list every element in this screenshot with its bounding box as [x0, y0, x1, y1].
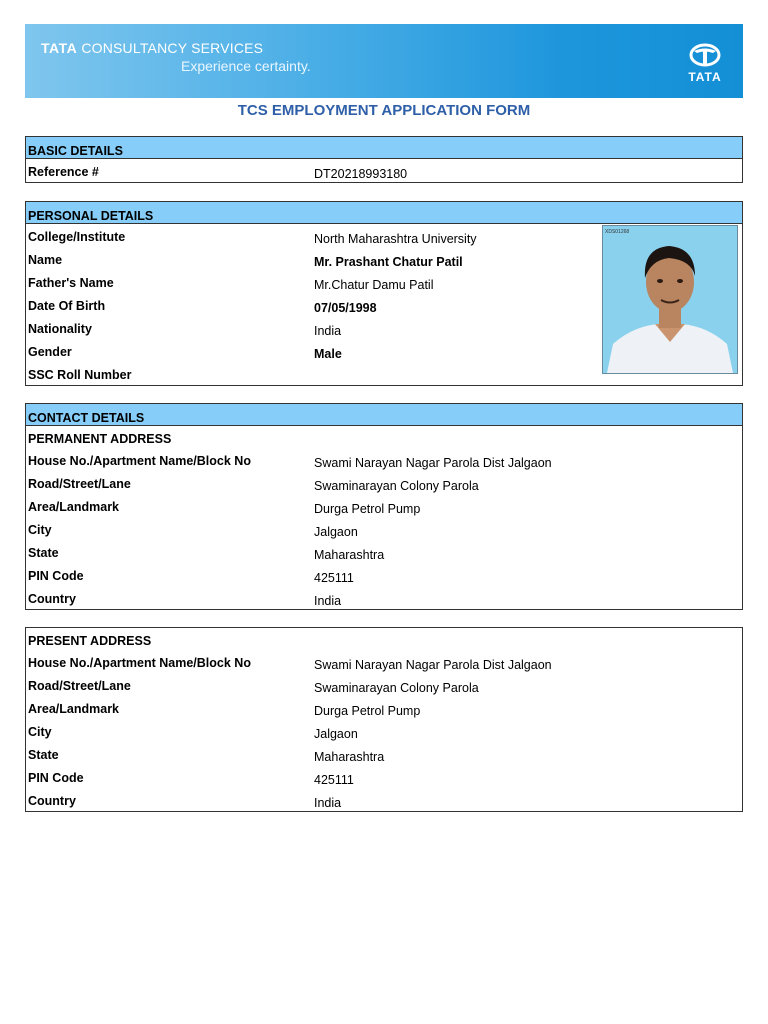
- field-value: Maharashtra: [314, 548, 385, 562]
- tata-logo: [680, 42, 730, 82]
- field-row: [26, 673, 742, 696]
- field-label: PIN Code: [28, 569, 84, 583]
- brand-rest: CONSULTANCY SERVICES: [81, 40, 264, 56]
- field-row: [26, 517, 742, 540]
- field-label: Date Of Birth: [28, 299, 106, 313]
- field-row: [26, 586, 742, 609]
- field-value: 425111: [314, 773, 354, 787]
- field-value: Jalgaon: [314, 727, 358, 741]
- tagline: Experience certainty.: [181, 58, 311, 74]
- field-label: Father's Name: [28, 276, 114, 290]
- field-row: [26, 448, 742, 471]
- field-row: [26, 719, 742, 742]
- tata-logo-icon: [680, 42, 730, 70]
- section-header: PERSONAL DETAILS: [26, 202, 742, 224]
- header-banner: [25, 24, 743, 98]
- field-value: 07/05/1998: [314, 301, 377, 315]
- logo-text: TATA: [688, 70, 722, 84]
- section-header: BASIC DETAILS: [26, 137, 742, 159]
- present-address-section: [25, 627, 743, 812]
- field-value: 425111: [314, 571, 354, 585]
- field-row: [26, 563, 742, 586]
- basic-details-section: [25, 136, 743, 183]
- present-address-heading: PRESENT ADDRESS: [28, 634, 152, 648]
- applicant-photo-image: [603, 226, 737, 373]
- field-value: Swaminarayan Colony Parola: [314, 681, 479, 695]
- field-row: [26, 650, 742, 673]
- field-label: Road/Street/Lane: [28, 477, 131, 491]
- section-header: CONTACT DETAILS: [26, 404, 742, 426]
- field-row: [26, 494, 742, 517]
- field-row: [26, 788, 742, 811]
- field-label: Country: [28, 794, 76, 808]
- field-row: [26, 471, 742, 494]
- field-value: DT20218993180: [314, 167, 408, 181]
- personal-details-section: [25, 201, 743, 386]
- field-label: Area/Landmark: [28, 500, 120, 514]
- field-value: Male: [314, 347, 342, 361]
- brand-name: [41, 40, 263, 58]
- field-value: Durga Petrol Pump: [314, 704, 421, 718]
- field-row: [26, 159, 742, 182]
- field-value: Mr. Prashant Chatur Patil: [314, 255, 463, 269]
- field-value: North Maharashtra University: [314, 232, 477, 246]
- field-label: Nationality: [28, 322, 92, 336]
- field-label: College/Institute: [28, 230, 126, 244]
- field-value: Jalgaon: [314, 525, 358, 539]
- field-value: Mr.Chatur Damu Patil: [314, 278, 434, 292]
- field-label: City: [28, 523, 52, 537]
- brand-prefix: TATA: [41, 40, 78, 56]
- field-label: SSC Roll Number: [28, 368, 132, 382]
- field-row: [26, 742, 742, 765]
- field-row: [26, 696, 742, 719]
- field-label: Gender: [28, 345, 72, 359]
- field-row: [26, 765, 742, 788]
- form-title: TCS EMPLOYMENT APPLICATION FORM: [237, 102, 531, 119]
- field-label: Road/Street/Lane: [28, 679, 131, 693]
- field-value: Swami Narayan Nagar Parola Dist Jalgaon: [314, 658, 552, 672]
- field-value: Maharashtra: [314, 750, 385, 764]
- permanent-address-heading: PERMANENT ADDRESS: [28, 432, 172, 446]
- applicant-photo: [602, 225, 738, 374]
- field-label: Reference #: [28, 165, 99, 179]
- field-value: Swaminarayan Colony Parola: [314, 479, 479, 493]
- field-label: State: [28, 748, 59, 762]
- field-value: Swami Narayan Nagar Parola Dist Jalgaon: [314, 456, 552, 470]
- contact-details-section: [25, 403, 743, 610]
- field-value: India: [314, 324, 342, 338]
- field-row: [26, 540, 742, 563]
- field-label: PIN Code: [28, 771, 84, 785]
- field-label: House No./Apartment Name/Block No: [28, 656, 251, 670]
- field-label: City: [28, 725, 52, 739]
- field-value: Durga Petrol Pump: [314, 502, 421, 516]
- photo-caption: XDS01268: [605, 229, 630, 235]
- field-label: Country: [28, 592, 76, 606]
- field-label: House No./Apartment Name/Block No: [28, 454, 251, 468]
- field-label: Area/Landmark: [28, 702, 120, 716]
- field-label: State: [28, 546, 59, 560]
- field-value: India: [314, 796, 342, 810]
- field-label: Name: [28, 253, 63, 267]
- field-value: India: [314, 594, 342, 608]
